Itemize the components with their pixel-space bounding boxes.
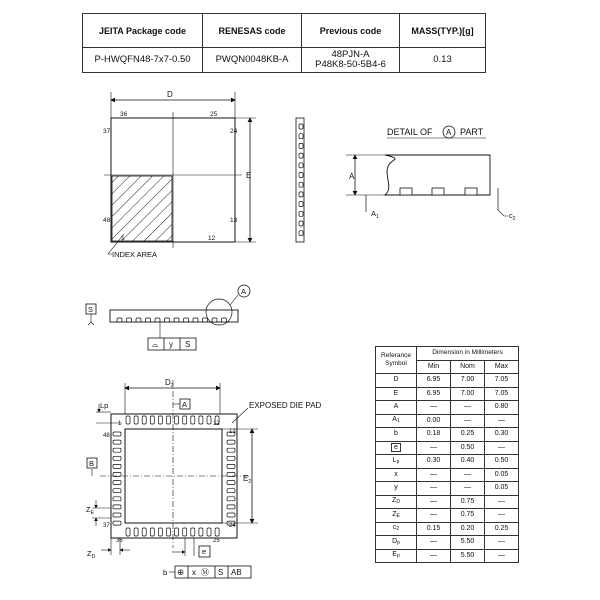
side-lead-pad [184, 318, 189, 322]
symbol-cell [376, 428, 417, 442]
bottom-lead-pad [167, 416, 171, 424]
bottom-lead-pad [113, 497, 121, 501]
callout-a-label: A [241, 287, 247, 296]
dim-c2-label: $c_2$ [509, 211, 516, 222]
value-min: — [417, 495, 451, 509]
symbol-subscript: D [396, 499, 400, 506]
bottom-lead-pad [183, 416, 187, 424]
previous-code-line-2: P48K8-50-5B4-6 [315, 59, 386, 70]
value-nom: 0.50 [451, 441, 485, 455]
value-max: — [485, 509, 519, 523]
strip-lead-pad [299, 202, 303, 207]
table-row [376, 495, 519, 509]
flatness-y: y [169, 340, 173, 349]
symbol-text: E [393, 389, 399, 397]
bottom-pin-1: 1 [118, 421, 122, 427]
value-min: — [417, 482, 451, 496]
value-min: — [417, 468, 451, 482]
datum-a-label: A [182, 400, 188, 409]
symbol-cell [376, 482, 417, 496]
position-datum-s: S [218, 568, 224, 577]
header-mass: MASS(TYP.)[g] [400, 14, 486, 48]
symbol-subscript: p [396, 458, 400, 465]
top-pin-25: 25 [210, 111, 218, 118]
flatness-datum: S [185, 340, 191, 349]
strip-lead-pad [299, 153, 303, 158]
position-x: x [192, 568, 196, 577]
side-lead-pad [212, 318, 217, 322]
side-lead-pad [117, 318, 122, 322]
bottom-lead-pad [191, 416, 195, 424]
bottom-lead-pad [113, 448, 121, 452]
value-nom: 0.20 [451, 522, 485, 536]
bottom-lead-pad [227, 513, 235, 517]
exposed-die-pad-label: EXPOSED DIE PAD [249, 401, 322, 410]
header-min: Min [417, 360, 451, 374]
symbol-subscript: E [396, 512, 400, 519]
dim-e-label: E [246, 171, 252, 180]
value-max: 0.80 [485, 401, 519, 415]
symbol-text: L [392, 456, 397, 464]
bottom-lead-pad [191, 528, 195, 536]
detail-circle-a-label: A [446, 128, 452, 137]
symbol-text: c [392, 524, 397, 532]
side-lead-pad [136, 318, 141, 322]
lead-width-b-label: b [163, 568, 168, 577]
symbol-subscript: p [396, 553, 400, 560]
value-max: 0.05 [485, 482, 519, 496]
dim-a1-label: $A_1$ [371, 209, 379, 220]
top-pin-24: 24 [230, 128, 238, 135]
flatness-symbol: ⌓ [152, 340, 159, 349]
top-view [103, 90, 256, 259]
jeita-code: P-HWQFN48-7x7-0.50 [83, 48, 203, 73]
dim-a-label: A [349, 172, 355, 181]
bottom-lead-pad [227, 440, 235, 444]
side-lead-pad [174, 318, 179, 322]
side-lead-pad [127, 318, 132, 322]
datum-s-label: S [88, 305, 94, 314]
index-area-hatch [112, 176, 172, 241]
bottom-lead-pad [227, 464, 235, 468]
symbol-text: e [391, 443, 401, 452]
symbol-text: x [394, 470, 398, 478]
table-row [376, 536, 519, 550]
value-nom: 7.00 [451, 387, 485, 401]
symbol-cell [376, 536, 417, 550]
side-view [86, 285, 250, 350]
value-min: 0.30 [417, 455, 451, 469]
side-lead-pad [155, 318, 160, 322]
bottom-lead-pad [199, 528, 203, 536]
bottom-lead-pad [142, 528, 146, 536]
bottom-lead-pad [199, 416, 203, 424]
value-max: 0.05 [485, 468, 519, 482]
bottom-pin-37: 37 [103, 523, 110, 529]
value-min: 0.00 [417, 414, 451, 428]
value-max: 0.25 [485, 522, 519, 536]
table-row [376, 401, 519, 415]
value-nom: 0.25 [451, 428, 485, 442]
symbol-text: A [392, 416, 397, 424]
symbol-cell [376, 387, 417, 401]
detail-title-suffix: PART [460, 127, 484, 137]
detail-title-prefix: DETAIL OF [387, 127, 433, 137]
header-ref-symbol: Referance Symbol [376, 347, 417, 374]
dim-lp-label: Lp [100, 401, 109, 410]
side-lead-pad [146, 318, 151, 322]
value-max: 7.05 [485, 387, 519, 401]
top-pin-13: 13 [230, 217, 238, 224]
symbol-subscript: p [397, 539, 400, 546]
value-max: 0.50 [485, 455, 519, 469]
detail-pad-2 [432, 188, 444, 195]
value-min: 6.95 [417, 374, 451, 388]
bottom-lead-pad [227, 456, 235, 460]
symbol-subscript: 2 [396, 526, 400, 533]
position-mmc: Ⓜ [201, 568, 209, 577]
bottom-lead-pad [167, 528, 171, 536]
symbol-text: D [392, 537, 398, 545]
table-row [376, 374, 519, 388]
strip-lead-pad [299, 211, 303, 216]
value-nom: 7.00 [451, 374, 485, 388]
bottom-lead-pad [227, 505, 235, 509]
strip-lead-pad [299, 192, 303, 197]
table-row [376, 482, 519, 496]
symbol-cell [376, 549, 417, 563]
value-max: — [485, 495, 519, 509]
symbol-text: E [392, 551, 397, 559]
symbol-text: b [394, 430, 398, 438]
value-nom: — [451, 482, 485, 496]
value-min: — [417, 549, 451, 563]
value-nom: 5.50 [451, 536, 485, 550]
value-min: 6.95 [417, 387, 451, 401]
symbol-text: y [394, 484, 398, 492]
bottom-lead-pad [175, 528, 179, 536]
bottom-pin-25: 25 [213, 538, 220, 544]
bottom-lead-pad [227, 481, 235, 485]
symbol-cell [376, 468, 417, 482]
top-pin-12: 12 [208, 235, 216, 242]
bottom-pin-13: 13 [229, 429, 236, 435]
bottom-lead-pad [207, 416, 211, 424]
value-min: — [417, 536, 451, 550]
value-min: — [417, 441, 451, 455]
bottom-lead-pad [126, 528, 130, 536]
bottom-pin-12: 12 [213, 421, 220, 427]
bottom-lead-pad [113, 440, 121, 444]
strip-lead-pad [299, 134, 303, 139]
value-min: 0.18 [417, 428, 451, 442]
bottom-lead-pad [227, 497, 235, 501]
bottom-pin-24: 24 [229, 523, 236, 529]
value-max: — [485, 536, 519, 550]
bottom-lead-pad [150, 528, 154, 536]
header-max: Max [485, 360, 519, 374]
detail-pad-1 [400, 188, 412, 195]
dim-d2-label: $D_2$ [165, 378, 174, 389]
bottom-lead-pad [142, 416, 146, 424]
symbol-cell [376, 374, 417, 388]
strip-lead-pad [299, 124, 303, 129]
bottom-lead-pad [215, 528, 219, 536]
header-dimension: Dimension in Millimeters [417, 347, 519, 361]
value-min: — [417, 509, 451, 523]
bottom-lead-pad [113, 481, 121, 485]
side-profile-vertical [296, 118, 304, 242]
bottom-lead-pad [134, 528, 138, 536]
pitch-e-label: e [202, 547, 207, 556]
strip-lead-pad [299, 173, 303, 178]
position-symbol: ⊕ [177, 567, 185, 577]
bottom-pin-36: 36 [116, 538, 123, 544]
symbol-cell [376, 455, 417, 469]
value-max: 0.30 [485, 428, 519, 442]
bottom-lead-pad [113, 521, 121, 525]
value-min: — [417, 401, 451, 415]
previous-code-line-1: 48PJN-A [331, 49, 370, 60]
table-row [376, 455, 519, 469]
dim-e2-label: $E_2$ [243, 474, 252, 485]
table-row [376, 468, 519, 482]
table-row [376, 522, 519, 536]
table-row [376, 509, 519, 523]
dim-d-label: D [167, 90, 173, 99]
bottom-lead-pad [150, 416, 154, 424]
position-datum-ab: AB [231, 568, 242, 577]
top-pin-48: 48 [103, 217, 111, 224]
symbol-cell [376, 414, 417, 428]
side-lead-pad [203, 318, 208, 322]
renesas-code: PWQN0048KB-A [203, 48, 302, 73]
top-pin-36: 36 [120, 111, 128, 118]
bottom-view [86, 378, 322, 578]
table-row [376, 428, 519, 442]
dim-ze-label: $Z_E$ [86, 505, 94, 516]
side-lead-pad [222, 318, 227, 322]
side-lead-pad [193, 318, 198, 322]
value-nom: 0.75 [451, 509, 485, 523]
symbol-cell [376, 509, 417, 523]
mass-value: 0.13 [400, 48, 486, 73]
bottom-lead-pad [113, 489, 121, 493]
bottom-lead-pad [158, 528, 162, 536]
value-max: 7.05 [485, 374, 519, 388]
bottom-lead-pad [183, 528, 187, 536]
symbol-text: Z [392, 510, 397, 518]
value-min: 0.15 [417, 522, 451, 536]
strip-lead-pad [299, 182, 303, 187]
value-nom: 5.50 [451, 549, 485, 563]
value-max: — [485, 441, 519, 455]
symbol-text: A [393, 403, 399, 411]
header-jeita: JEITA Package code [83, 14, 203, 48]
bottom-lead-pad [126, 416, 130, 424]
value-nom: — [451, 468, 485, 482]
datum-b-label: B [89, 459, 95, 468]
symbol-subscript: 1 [396, 418, 400, 425]
value-nom: — [451, 401, 485, 415]
bottom-lead-pad [113, 456, 121, 460]
value-max: — [485, 549, 519, 563]
table-row [376, 441, 519, 455]
top-pin-37: 37 [103, 128, 111, 135]
table-row [376, 387, 519, 401]
table-row [376, 414, 519, 428]
bottom-lead-pad [227, 448, 235, 452]
symbol-cell [376, 522, 417, 536]
bottom-lead-pad [158, 416, 162, 424]
detail-a [346, 126, 516, 222]
symbol-cell [376, 441, 417, 455]
top-pin-1: 1 [121, 235, 125, 242]
detail-pad-3 [465, 188, 477, 195]
dimension-table [375, 346, 519, 563]
header-previous: Previous code [302, 14, 400, 48]
header-nom: Nom [451, 360, 485, 374]
bottom-lead-pad [113, 513, 121, 517]
strip-lead-pad [299, 231, 303, 236]
value-nom: 0.40 [451, 455, 485, 469]
value-nom: 0.75 [451, 495, 485, 509]
symbol-text: Z [392, 497, 397, 505]
index-area-label: INDEX AREA [112, 250, 158, 259]
strip-lead-pad [299, 143, 303, 148]
symbol-text: D [393, 376, 399, 384]
bottom-lead-pad [113, 464, 121, 468]
value-max: — [485, 414, 519, 428]
strip-lead-pad [299, 163, 303, 168]
bottom-lead-pad [134, 416, 138, 424]
bottom-pin-48: 48 [103, 433, 110, 439]
bottom-lead-pad [227, 489, 235, 493]
table-row [376, 549, 519, 563]
symbol-cell [376, 495, 417, 509]
symbol-cell [376, 401, 417, 415]
side-lead-pad [165, 318, 170, 322]
value-nom: — [451, 414, 485, 428]
header-renesas: RENESAS code [203, 14, 302, 48]
bottom-lead-pad [113, 432, 121, 436]
dim-zd-label: $Z_D$ [87, 549, 96, 560]
strip-lead-pad [299, 221, 303, 226]
bottom-lead-pad [113, 505, 121, 509]
bottom-lead-pad [175, 416, 179, 424]
bottom-lead-pad [207, 528, 211, 536]
